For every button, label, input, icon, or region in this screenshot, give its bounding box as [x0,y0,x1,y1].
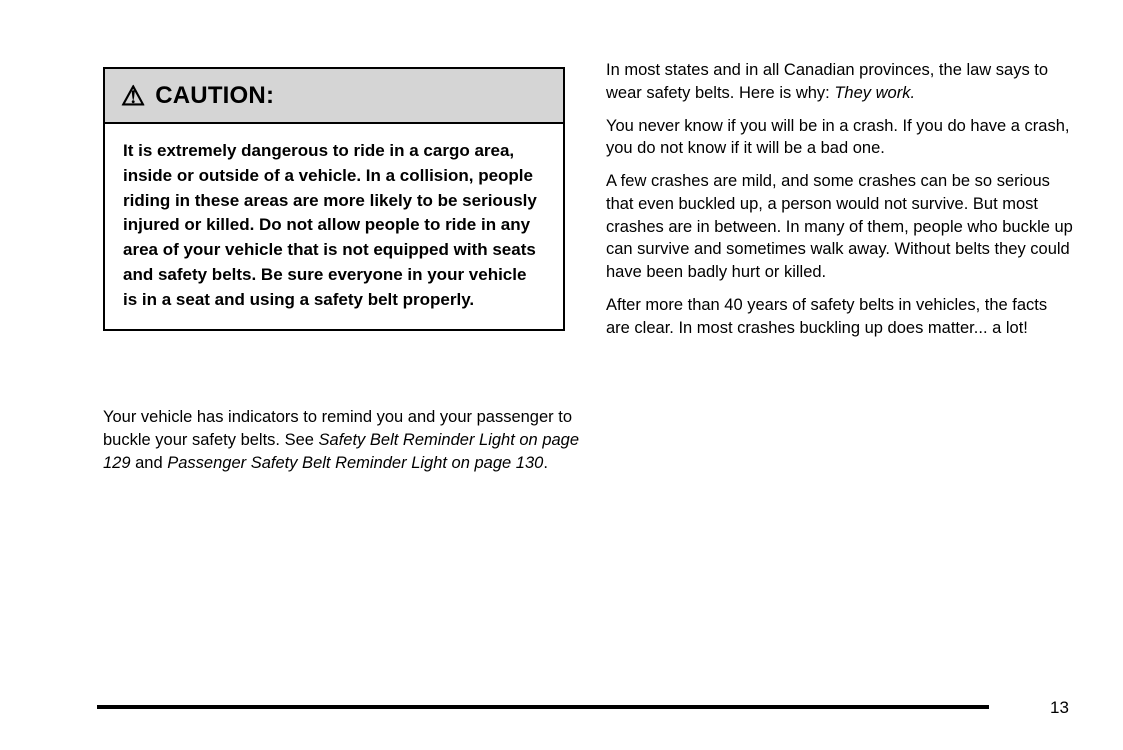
caution-body-text: It is extremely dangerous to ride in a cargo area, inside or outside of a vehicle. In a collision, people riding in these areas are more likely to be seriously injured or killed. Do not allow people to ride in any area of your vehicle that is not equipped with seats and safety belts. Be sure everyone in your vehicle is in a seat and using a safety belt properly. [123,141,537,309]
caution-box [103,67,565,331]
ref-safety-belt-reminder-light: Safety Belt Reminder Light on page 129 [103,430,580,472]
page-number: 13 [1050,698,1069,717]
paragraph-law-emphasis: They work. [834,83,916,102]
paragraph-crash-unknown: You never know if you will be in a crash. If you do have a crash, you do not know if it will be a bad one. [606,116,1070,158]
footer-rule [97,705,989,709]
reminder-text-3: . [543,453,548,472]
ref-passenger-safety-belt-reminder-light: Passenger Safety Belt Reminder Light on page 130 [167,453,544,472]
paragraph-crash-severity: A few crashes are mild, and some crashes can be so serious that even buckled up, a person would not survive. But most crashes are in between. In many of them, people who buckle up can survive and sometimes walk away. Without belts they could have been badly hurt or killed. [606,172,1073,282]
paragraph-law-text: In most states and in all Canadian provinces, the law says to wear safety belts. Here is why: [606,61,1049,102]
reminder-paragraph [103,406,581,474]
paragraph-law [606,59,1074,105]
reminder-text-2: and [130,453,168,472]
reminder-text-1: Your vehicle has indicators to remind you and your passenger to buckle your safety belts. See [103,408,573,449]
caution-header [105,69,563,124]
caution-title: CAUTION: [155,82,275,109]
warning-triangle-icon: ⚠ [121,80,146,111]
right-column [606,59,1074,349]
paragraph-forty-years: After more than 40 years of safety belts in vehicles, the facts are clear. In most crashes buckling up does matter... a lot! [606,295,1048,337]
